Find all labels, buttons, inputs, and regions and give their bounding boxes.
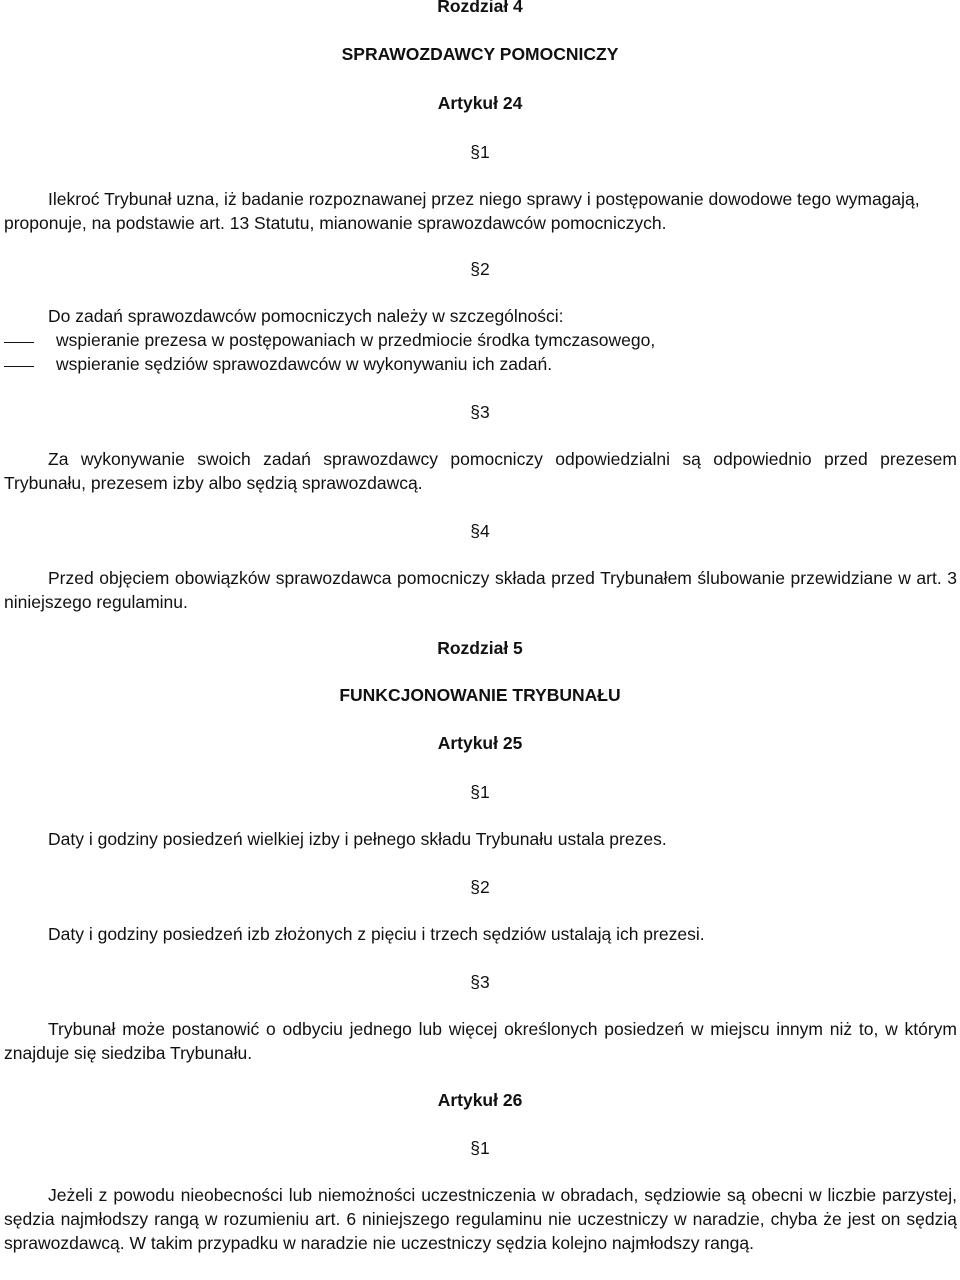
art24-section-2-item-1: wspieranie prezesa w postępowaniach w przedmiocie środka tymczasowego,: [56, 330, 656, 350]
art24-section-3-mark: §3: [470, 402, 490, 422]
art24-section-4-text: Przed objęciem obowiązków sprawozdawca pomocniczy składa przed Trybunałem ślubowanie przewidziane w art. 3 niniejszego regulaminu.: [4, 568, 957, 612]
art24-section-1-text: Ilekroć Trybunał uzna, iż badanie rozpoznawanej przez niego sprawy i postępowanie dowodowe tego wymagają, proponuje, na podstawie art. 13 Statutu, mianowanie sprawozdawców pomocniczych.: [4, 189, 920, 233]
list-dash: [4, 366, 34, 367]
art24-section-2-item-2: wspieranie sędziów sprawozdawców w wykonywaniu ich zadań.: [56, 354, 553, 374]
art26-section-1-mark: §1: [470, 1138, 490, 1158]
article-25-heading: Artykuł 25: [437, 733, 523, 753]
art25-section-1-mark: §1: [470, 782, 490, 802]
art26-section-1-text: Jeżeli z powodu nieobecności lub niemożności uczestniczenia w obradach, sędziowie są obecni w liczbie parzystej, sędzia najmłodszy rangą w rozumieniu art. 6 niniejszego regulaminu nie uczestniczy w naradzie, chyba że jest on sędzią sprawozdawcą. W takim przypadku w naradzie nie uczestniczy sędzia kolejno najmłodszy rangą.: [4, 1185, 957, 1253]
article-24-heading: Artykuł 24: [437, 93, 523, 113]
chapter-4-title: SPRAWOZDAWCY POMOCNICZY: [341, 44, 619, 64]
art24-section-1-mark: §1: [470, 142, 490, 162]
chapter-5-heading: Rozdział 5: [437, 638, 523, 658]
article-26-heading: Artykuł 26: [437, 1090, 523, 1110]
chapter-5-title: FUNKCJONOWANIE TRYBUNAŁU: [339, 685, 621, 705]
list-dash: [4, 342, 34, 343]
art24-section-3-text: Za wykonywanie swoich zadań sprawozdawcy pomocniczy odpowiedzialni są odpowiednio przed prezesem Trybunału, prezesem izby albo sędzią sprawozdawcą.: [4, 449, 957, 493]
art24-section-2-mark: §2: [470, 259, 490, 279]
art25-section-3-mark: §3: [470, 972, 490, 992]
art24-section-2-intro: Do zadań sprawozdawców pomocniczych należy w szczególności:: [48, 306, 564, 326]
art25-section-2-mark: §2: [470, 877, 490, 897]
art25-section-2-text: Daty i godziny posiedzeń izb złożonych z pięciu i trzech sędziów ustalają ich prezesi.: [48, 924, 705, 944]
art24-section-4-mark: §4: [470, 521, 490, 541]
chapter-4-heading: Rozdział 4: [437, 0, 523, 16]
art25-section-1-text: Daty i godziny posiedzeń wielkiej izby i pełnego składu Trybunału ustala prezes.: [48, 829, 667, 849]
art25-section-3-text: Trybunał może postanowić o odbyciu jednego lub więcej określonych posiedzeń w miejscu innym niż to, w którym znajduje się siedziba Trybunału.: [4, 1019, 957, 1063]
